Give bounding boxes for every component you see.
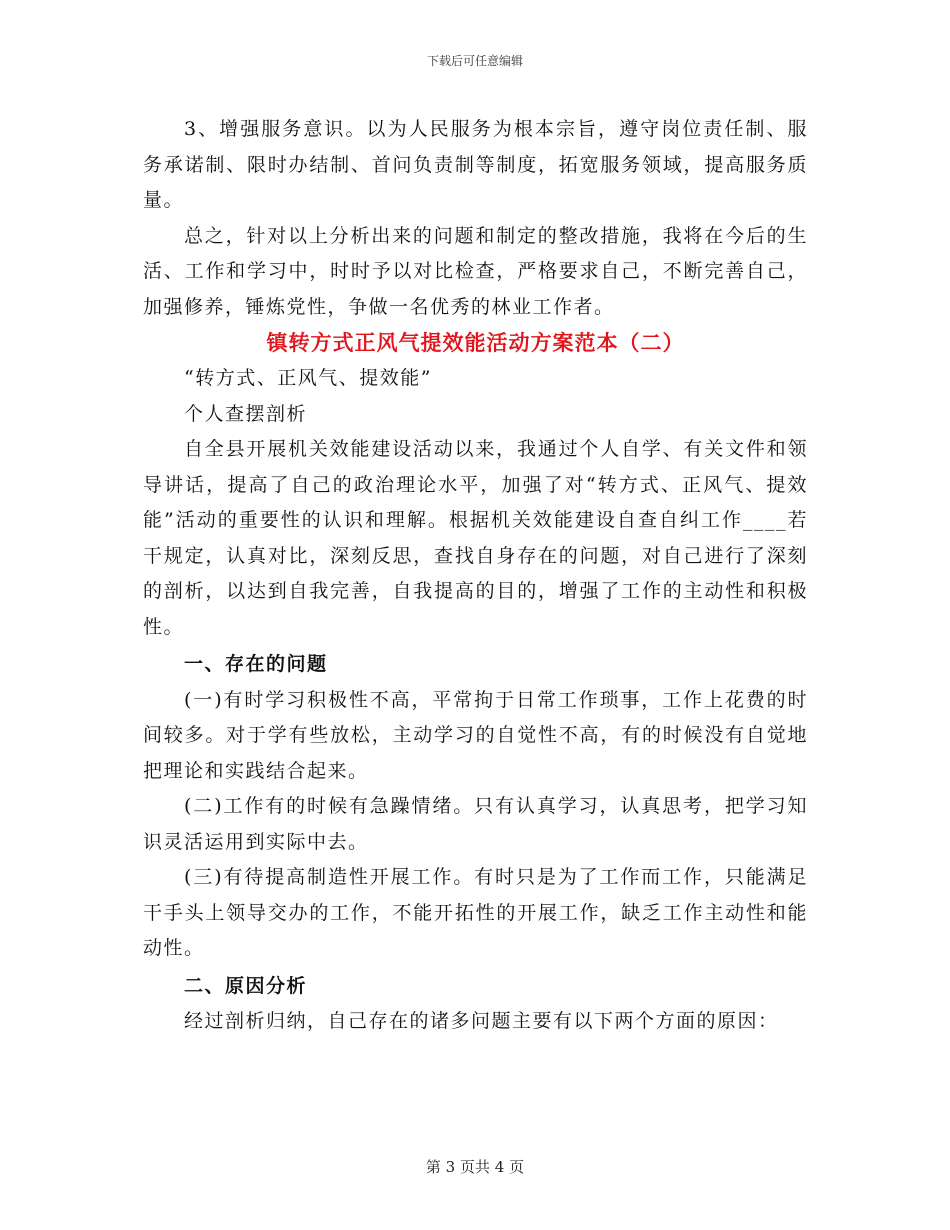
section-heading-causes: 二、原因分析 — [184, 974, 308, 997]
section-heading-problems: 一、存在的问题 — [184, 653, 328, 675]
paragraph-summary: 总之，针对以上分析出来的问题和制定的整改措施，我将在今后的生活、工作和学习中，时时予以对比检查，严格要求自己，不断完善自己，加强修养，锤炼党性，争做一名优秀的林业工作者。 — [143, 224, 808, 318]
page-footer: 第 3 页共 4 页 — [425, 1158, 525, 1176]
page-header: 下载后可任意编辑 — [426, 54, 523, 68]
paragraph-problem-2: (二)工作有的时候有急躁情绪。只有认真学习，认真思考，把学习知识灵活运用到实际中去。 — [143, 795, 808, 853]
document-title: 镇转方式正风气提效能活动方案范本（二） — [266, 330, 685, 355]
paragraph-causes-intro: 经过剖析归纳，自己存在的诸多问题主要有以下两个方面的原因： — [184, 1010, 779, 1032]
paragraph-slogan: “转方式、正风气、提效能” — [184, 367, 432, 389]
document-body — [143, 112, 808, 1040]
paragraph-subtitle: 个人查摆剖析 — [184, 402, 308, 425]
paragraph-problem-1: (一)有时学习积极性不高，平常拘于日常工作琐事，工作上花费的时间较多。对于学有些放松，主动学习的自觉性不高，有的时候没有自觉地把理论和实践结合起来。 — [143, 688, 808, 782]
paragraph-problem-3: (三)有待提高制造性开展工作。有时只是为了工作而工作，只能满足干手头上领导交办的工作，不能开拓性的开展工作，缺乏工作主动性和能动性。 — [143, 866, 808, 959]
paragraph-service-awareness: 3、增强服务意识。以为人民服务为根本宗旨，遵守岗位责任制、服务承诺制、限时办结制、首问负责制等制度，拓宽服务领域，提高服务质量。 — [143, 118, 808, 211]
paragraph-introduction: 自全县开展机关效能建设活动以来，我通过个人自学、有关文件和领导讲话，提高了自己的政治理论水平，加强了对“转方式、正风气、提效能”活动的重要性的认识和理解。根据机关效能建设自查自纠工作____若干规定，认真对比，深刻反思，查找自身存在的问题，对自己进行了深刻的剖析，以达到自我完善，自我提高的目的，增强了工作的主动性和积极性。 — [143, 438, 808, 638]
